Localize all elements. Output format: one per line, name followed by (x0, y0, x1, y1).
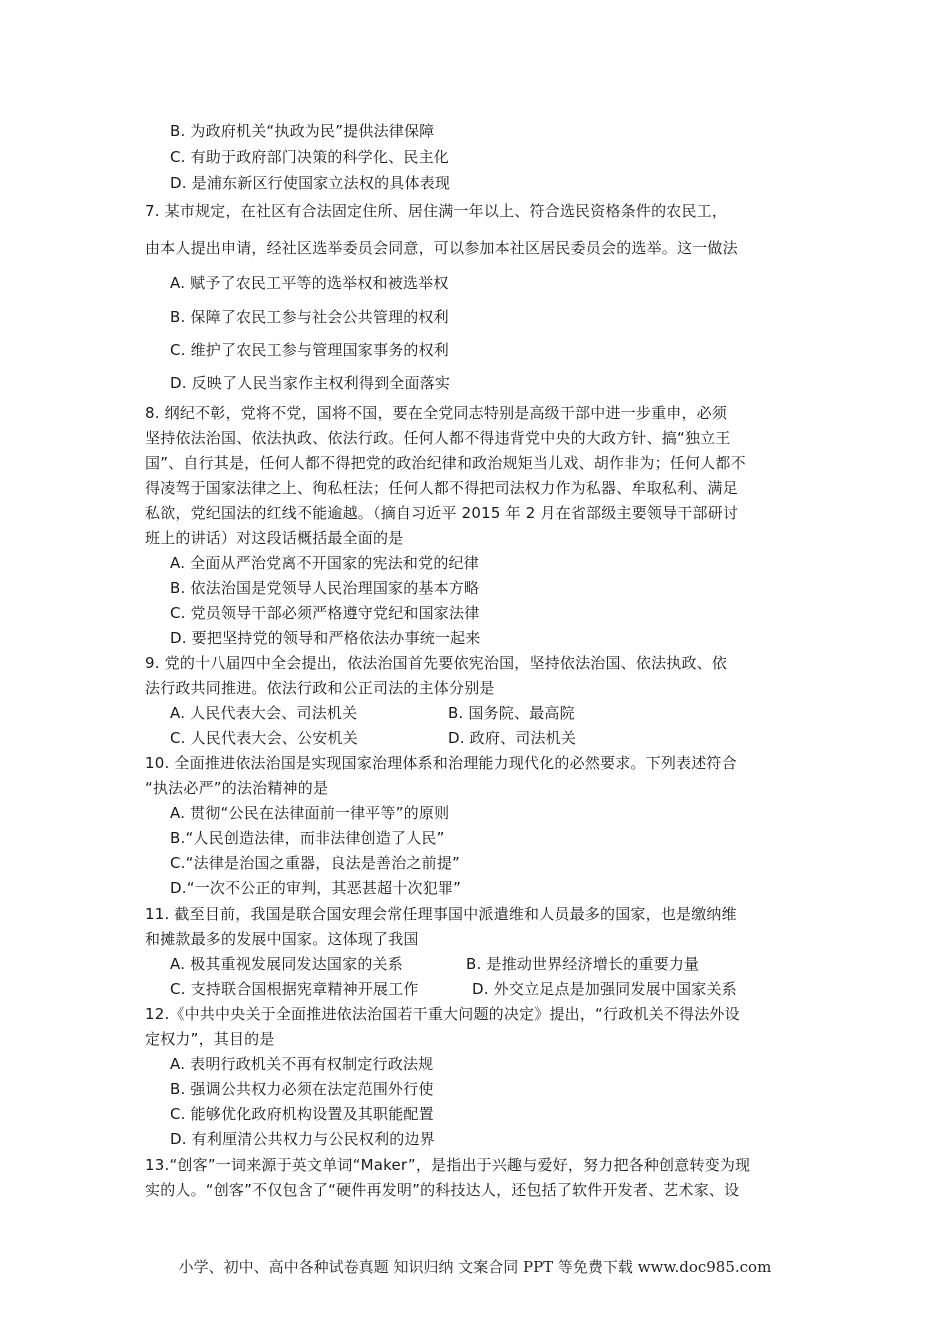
question-7-line-1: 7. 某市规定，在社区有合法固定住所、居住满一年以上、符合选民资格条件的农民工， (145, 202, 728, 220)
question-12-line-1: 12.《中共中央关于全面推进依法治国若干重大问题的决定》提出，“行政机关不得法外设 (145, 1005, 740, 1023)
question-9-option-a: A. 人民代表大会、司法机关 (170, 704, 358, 722)
question-11-line-1: 11. 截至目前，我国是联合国安理会常任理事国中派遣维和人员最多的国家，也是缴纳维 (145, 905, 737, 923)
option-b: B. 为政府机关“执政为民”提供法律保障 (170, 122, 435, 140)
question-10-option-d: D.“一次不公正的审判，其恶甚超十次犯罪” (170, 879, 462, 897)
question-11-option-b: B. 是推动世界经济增长的重要力量 (466, 955, 700, 973)
question-7-option-c: C. 维护了农民工参与管理国家事务的权利 (170, 341, 450, 359)
question-9-line-2: 法行政共同推进。依法行政和公正司法的主体分别是 (145, 679, 495, 697)
option-c: C. 有助于政府部门决策的科学化、民主化 (170, 148, 450, 166)
question-7-option-d: D. 反映了人民当家作主权利得到全面落实 (170, 374, 451, 392)
question-8-option-a: A. 全面从严治党离不开国家的宪法和党的纪律 (170, 554, 479, 572)
question-12-line-2: 定权力”，其目的是 (145, 1030, 275, 1048)
question-13-line-2: 实的人。“创客”不仅包含了“硬件再发明”的科技达人，还包括了软件开发者、艺术家、设 (145, 1181, 740, 1199)
question-10-option-b: B.“人民创造法律，而非法律创造了人民” (170, 829, 445, 847)
question-10-option-a: A. 贯彻“公民在法律面前一律平等”的原则 (170, 804, 450, 822)
question-10-option-c: C.“法律是治国之重器，良法是善治之前提” (170, 854, 460, 872)
question-8-line-4: 得凌驾于国家法律之上、徇私枉法；任何人都不得把司法权力作为私器、牟取私利、满足 (145, 479, 738, 497)
question-8-line-1: 8. 纲纪不彰，党将不党，国将不国，要在全党同志特别是高级干部中进一步重申，必须 (145, 404, 728, 422)
question-8-option-c: C. 党员领导干部必须严格遵守党纪和国家法律 (170, 604, 480, 622)
question-13-line-1: 13.“创客”一词来源于英文单词“Maker”，是指出于兴趣与爱好，努力把各种创意转变为现 (145, 1156, 751, 1174)
question-9-option-b: B. 国务院、最高院 (448, 704, 575, 722)
question-7-option-b: B. 保障了农民工参与社会公共管理的权利 (170, 308, 449, 326)
question-8-line-6: 班上的讲话）对这段话概括最全面的是 (145, 529, 404, 547)
question-8-line-2: 坚持依法治国、依法执政、依法行政。任何人都不得违背党中央的大政方针、搞“独立王 (145, 429, 731, 447)
question-8-line-3: 国”、自行其是，任何人都不得把党的政治纪律和政治规矩当儿戏、胡作非为；任何人都不 (145, 454, 746, 472)
question-12-option-b: B. 强调公共权力必须在法定范围外行使 (170, 1080, 434, 1098)
question-9-option-d: D. 政府、司法机关 (448, 729, 577, 747)
footer-text: 小学、初中、高中各种试卷真题 知识归纳 文案合同 PPT 等免费下载 www.doc985.com (178, 1258, 772, 1276)
question-11-option-d: D. 外交立足点是加强同发展中国家关系 (472, 980, 737, 998)
question-12-option-a: A. 表明行政机关不再有权制定行政法规 (170, 1055, 434, 1073)
question-11-option-a: A. 极其重视发展同发达国家的关系 (170, 955, 403, 973)
question-8-option-b: B. 依法治国是党领导人民治理国家的基本方略 (170, 579, 480, 597)
question-10-line-2: “执法必严”的法治精神的是 (145, 779, 329, 797)
question-7-option-a: A. 赋予了农民工平等的选举权和被选举权 (170, 274, 449, 292)
question-7-line-2: 由本人提出申请，经社区选举委员会同意，可以参加本社区居民委员会的选举。这一做法 (145, 239, 738, 257)
question-8-line-5: 私欲，党纪国法的红线不能逾越。（摘自习近平 2015 年 2 月在省部级主要领导干部研讨 (145, 504, 739, 522)
question-11-line-2: 和摊款最多的发展中国家。这体现了我国 (145, 930, 419, 948)
question-11-option-c: C. 支持联合国根据宪章精神开展工作 (170, 980, 419, 998)
question-10-line-1: 10. 全面推进依法治国是实现国家治理体系和治理能力现代化的必然要求。下列表述符合 (145, 754, 737, 772)
question-9-line-1: 9. 党的十八届四中全会提出，依法治国首先要依宪治国，坚持依法治国、依法执政、依 (145, 654, 728, 672)
question-8-option-d: D. 要把坚持党的领导和严格依法办事统一起来 (170, 629, 481, 647)
question-12-option-d: D. 有利厘清公共权力与公民权利的边界 (170, 1130, 435, 1148)
question-9-option-c: C. 人民代表大会、公安机关 (170, 729, 358, 747)
question-12-option-c: C. 能够优化政府机构设置及其职能配置 (170, 1105, 434, 1123)
option-d: D. 是浦东新区行使国家立法权的具体表现 (170, 174, 451, 192)
